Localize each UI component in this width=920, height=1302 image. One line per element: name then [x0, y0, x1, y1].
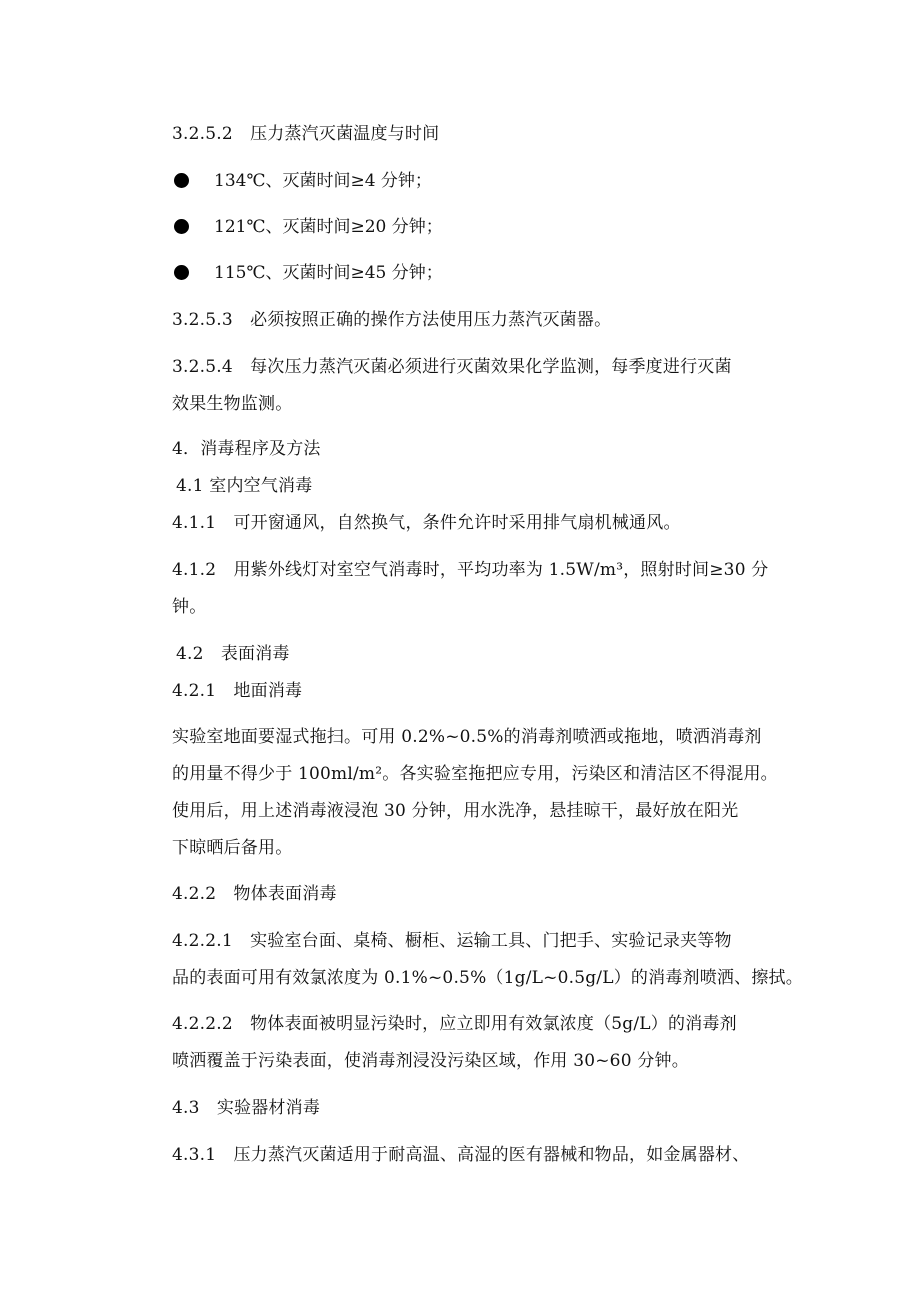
paragraph-4-2-1-line: 下晾晒后备用。	[172, 838, 293, 858]
heading-4-2-2: 4.2.2 物体表面消毒	[172, 884, 337, 904]
bullet-dot-icon	[174, 219, 189, 234]
bullet-item	[172, 170, 772, 192]
paragraph-4-2-2-2-line: 4.2.2.2 物体表面被明显污染时，应立即用有效氯浓度（5g/L）的消毒剂	[172, 1014, 737, 1034]
heading-4-2-1: 4.2.1 地面消毒	[172, 681, 303, 701]
paragraph-4-2-2-1-line: 4.2.2.1 实验室台面、桌椅、橱柜、运输工具、门把手、实验记录夹等物	[172, 931, 732, 951]
paragraph-4-2-2-1-line: 品的表面可用有效氯浓度为 0.1%~0.5%（1g/L~0.5g/L）的消毒剂喷洒、擦拭。	[172, 968, 803, 988]
bullet-text: 121℃、灭菌时间≥20 分钟；	[214, 217, 443, 237]
paragraph-4-3-1: 4.3.1 压力蒸汽灭菌适用于耐高温、高湿的医有器械和物品，如金属器材、	[172, 1145, 750, 1165]
paragraph-3-2-5-4-line1: 3.2.5.4 每次压力蒸汽灭菌必须进行灭菌效果化学监测，每季度进行灭菌	[172, 357, 732, 377]
bullet-dot-icon	[174, 265, 189, 280]
heading-4: 4．消毒程序及方法	[172, 439, 321, 459]
heading-4-1: 4.1 室内空气消毒	[176, 476, 313, 496]
paragraph-4-2-1-line: 使用后，用上述消毒液浸泡 30 分钟，用水洗净，悬挂晾干，最好放在阳光	[172, 801, 739, 821]
paragraph-4-2-1-line: 实验室地面要湿式拖扫。可用 0.2%~0.5%的消毒剂喷洒或拖地，喷洒消毒剂	[172, 727, 762, 747]
bullet-item	[172, 262, 772, 284]
paragraph-4-1-2-line1: 4.1.2 用紫外线灯对室空气消毒时，平均功率为 1.5W/m³，照射时间≥30 分	[172, 560, 769, 580]
bullet-item	[172, 216, 772, 238]
paragraph-4-1-2-line2: 钟。	[172, 597, 207, 617]
bullet-dot-icon	[174, 173, 189, 188]
bullet-text: 115℃、灭菌时间≥45 分钟；	[214, 263, 443, 283]
heading-3-2-5-2: 3.2.5.2 压力蒸汽灭菌温度与时间	[172, 124, 440, 144]
paragraph-4-2-1-line: 的用量不得少于 100ml/m²。各实验室拖把应专用，污染区和清洁区不得混用。	[172, 764, 778, 784]
paragraph-3-2-5-4-line2: 效果生物监测。	[172, 394, 293, 414]
paragraph-3-2-5-3: 3.2.5.3 必须按照正确的操作方法使用压力蒸汽灭菌器。	[172, 310, 612, 330]
heading-4-3: 4.3 实验器材消毒	[172, 1098, 321, 1118]
paragraph-4-2-2-2-line: 喷洒覆盖于污染表面，使消毒剂浸没污染区域，作用 30~60 分钟。	[172, 1051, 689, 1071]
paragraph-4-1-1: 4.1.1 可开窗通风，自然换气，条件允许时采用排气扇机械通风。	[172, 513, 681, 533]
heading-4-2: 4.2 表面消毒	[176, 644, 290, 664]
bullet-text: 134℃、灭菌时间≥4 分钟；	[214, 171, 432, 191]
